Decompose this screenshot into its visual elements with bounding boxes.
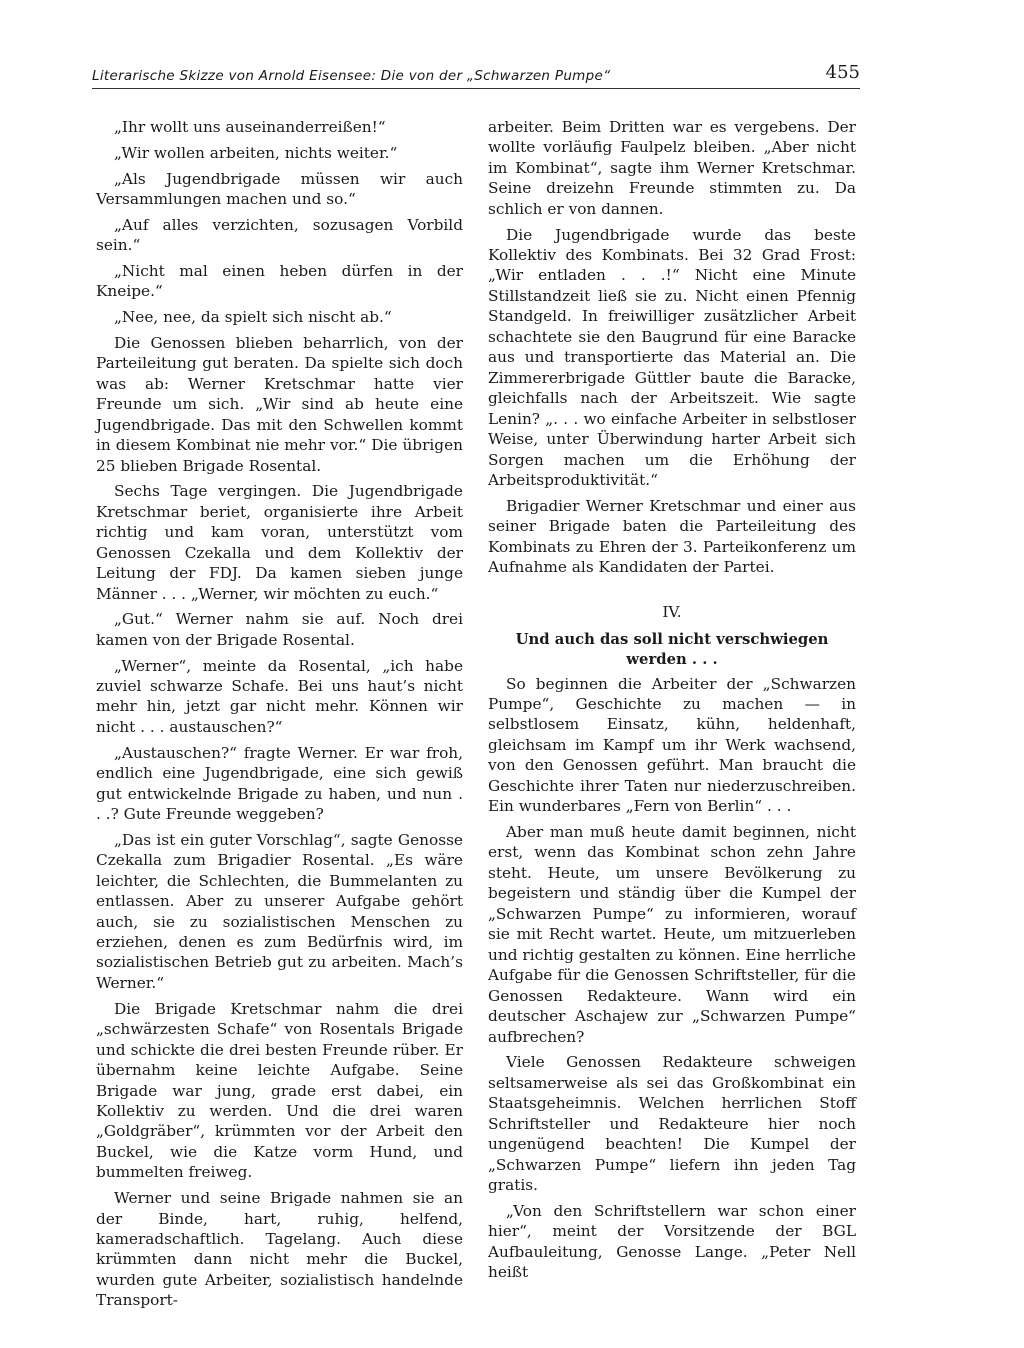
paragraph: „Ihr wollt uns auseinanderreißen!“ bbox=[114, 118, 386, 136]
paragraph: Sechs Tage vergingen. Die Jugendbrigade Kretschmar beriet, organisierte ihre Arbeit richtig und kam voran, unterstützt vom Genossen Czekalla und dem Kollektiv der Leitung der FDJ. Da kamen sieben junge Männer . . . „Werner, wir möchten zu euch.“ bbox=[96, 482, 463, 603]
paragraph: „Auf alles verzichten, sozusagen Vorbild sein.“ bbox=[96, 215, 463, 255]
paragraph: „Werner“, meinte da Rosental, „ich habe zuviel schwarze Schafe. Bei uns haut’s nicht mehr hin, jetzt gar nicht mehr. Können wir nicht . . . austauschen?“ bbox=[96, 656, 463, 736]
paragraph-continued: arbeiter. Beim Dritten war es vergebens. Der wollte vorläufig Faulpelz bleiben. „Aber nicht im Kombinat“, sagte ihm Werner Kretschmar. Seine dreizehn Freunde stimmten zu. Da schlich er von dannen. bbox=[488, 118, 856, 218]
section-title: Und auch das soll nicht verschwiegen werden . . . bbox=[515, 630, 829, 668]
paragraph: „Als Jugendbrigade müssen wir auch Versammlungen machen und so.“ bbox=[96, 169, 463, 208]
paragraph: „Nicht mal einen heben dürfen in der Kneipe.“ bbox=[96, 261, 463, 301]
paragraph: Brigadier Werner Kretschmar und einer aus seiner Brigade baten die Parteileitung des Kombinats zu Ehren der 3. Parteikonferenz um Aufnahme als Kandidaten der Partei. bbox=[488, 496, 856, 577]
page-header bbox=[92, 62, 860, 92]
paragraph: „Austauschen?“ fragte Werner. Er war froh, endlich eine Jugendbrigade, eine sich gewiß gut entwickelnde Brigade zu haben, und nun . . .? Gute Freunde weggeben? bbox=[96, 743, 463, 824]
section-number: IV. bbox=[662, 602, 682, 621]
paragraph: So beginnen die Arbeiter der „Schwarzen Pumpe“, Geschichte zu machen — in selbstlosem Einsatz, kühn, heldenhaft, gleichsam im Kampf um ihr Werk wachsend, von den Genossen geführt. Man braucht die Geschichte ihrer Taten nur niederzuschreiben. Ein wunderbares „Fern von Berlin“ . . . bbox=[488, 674, 856, 816]
paragraph: Die Brigade Kretschmar nahm die drei „schwärzesten Schafe“ von Rosentals Brigade und schickte die drei besten Freunde rüber. Er übernahm keine leichte Aufgabe. Seine Brigade war jung, grade erst dabei, ein Kollektiv zu werden. Und die drei waren „Goldgräber“, krümmten vor der Arbeit den Buckel, wie die Katze vorm Hund, und bummelten freiweg. bbox=[96, 999, 463, 1182]
paragraph: Die Jugendbrigade wurde das beste Kollektiv des Kombinats. Bei 32 Grad Frost: „Wir entladen . . .!“ Nicht eine Minute Stillstandzeit ließ sie zu. Nicht einen Pfennig Standgeld. In freiwilliger zusätzlicher Arbeit schachtete sie den Baugrund für eine Baracke aus und transportierte das Material an. Die Zimmererbrigade Güttler baute die Baracke, gleichfalls nach der Arbeitszeit. Wie sagte Lenin? „. . . wo einfache Arbeiter in selbstloser Weise, unter Überwindung harter Arbeit sich Sorgen machen um die Erhöhung der Arbeitsproduktivität.“ bbox=[488, 225, 856, 489]
running-head: Literarische Skizze von Arnold Eisensee: Die von der „Schwarzen Pumpe“ bbox=[92, 68, 611, 84]
paragraph: „Gut.“ Werner nahm sie auf. Noch drei kamen von der Brigade Rosental. bbox=[96, 610, 463, 649]
right-column bbox=[488, 117, 856, 1288]
paragraph: Viele Genossen Redakteure schweigen seltsamerweise als sei das Großkombinat ein Staatsgeheimnis. Welchen herrlichen Stoff Schriftsteller und Redakteure hier noch ungenügend beachten! Die Kumpel der „Schwarzen Pumpe“ liefern ihn jeden Tag gratis. bbox=[488, 1053, 856, 1195]
left-column bbox=[96, 117, 463, 1316]
paragraph: „Von den Schriftstellern war schon einer hier“, meint der Vorsitzende der BGL Aufbauleitung, Genosse Lange. „Peter Nell heißt bbox=[488, 1201, 856, 1282]
paragraph: Werner und seine Brigade nahmen sie an der Binde, hart, ruhig, helfend, kameradschaftlich. Tagelang. Auch diese krümmten dann nicht mehr die Buckel, wurden gute Arbeiter, sozialistisch handelnde Transport- bbox=[96, 1189, 463, 1310]
page-number: 455 bbox=[825, 62, 860, 83]
paragraph: „Nee, nee, da spielt sich nischt ab.“ bbox=[114, 308, 392, 327]
header-rule bbox=[92, 88, 860, 89]
paragraph: Die Genossen blieben beharrlich, von der Parteileitung gut beraten. Da spielte sich doch was ab: Werner Kretschmar hatte vier Freunde um sich. „Wir sind ab heute eine Jugendbrigade. Das mit den Schwellen kommt in diesem Kombinat nie mehr vor.“ Die übrigen 25 blieben Brigade Rosental. bbox=[96, 333, 463, 475]
paragraph: Aber man muß heute damit beginnen, nicht erst, wenn das Kombinat schon zehn Jahre steht. Heute, um unsere Bevölkerung zu begeistern und ständig über die Kumpel der „Schwarzen Pumpe“ zu informieren, worauf sie mit Recht wartet. Heute, um mitzuerleben und richtig gestalten zu können. Eine herrliche Aufgabe für die Genossen Schriftsteller, für die Genossen Redakteure. Wann wird ein deutscher Aschajew zur „Schwarzen Pumpe“ aufbrechen? bbox=[488, 823, 856, 1046]
paragraph: „Wir wollen arbeiten, nichts weiter.“ bbox=[114, 143, 398, 162]
paragraph: „Das ist ein guter Vorschlag“, sagte Genosse Czekalla zum Brigadier Rosental. „Es wäre leichter, die Schlechten, die Bummelanten zu entlassen. Aber zu unserer Aufgabe gehört auch, sie zu sozialistischen Menschen zu erziehen, denen es zum Bedürfnis wird, im sozialistischen Betrieb gut zu arbeiten. Mach’s Werner.“ bbox=[96, 830, 463, 992]
